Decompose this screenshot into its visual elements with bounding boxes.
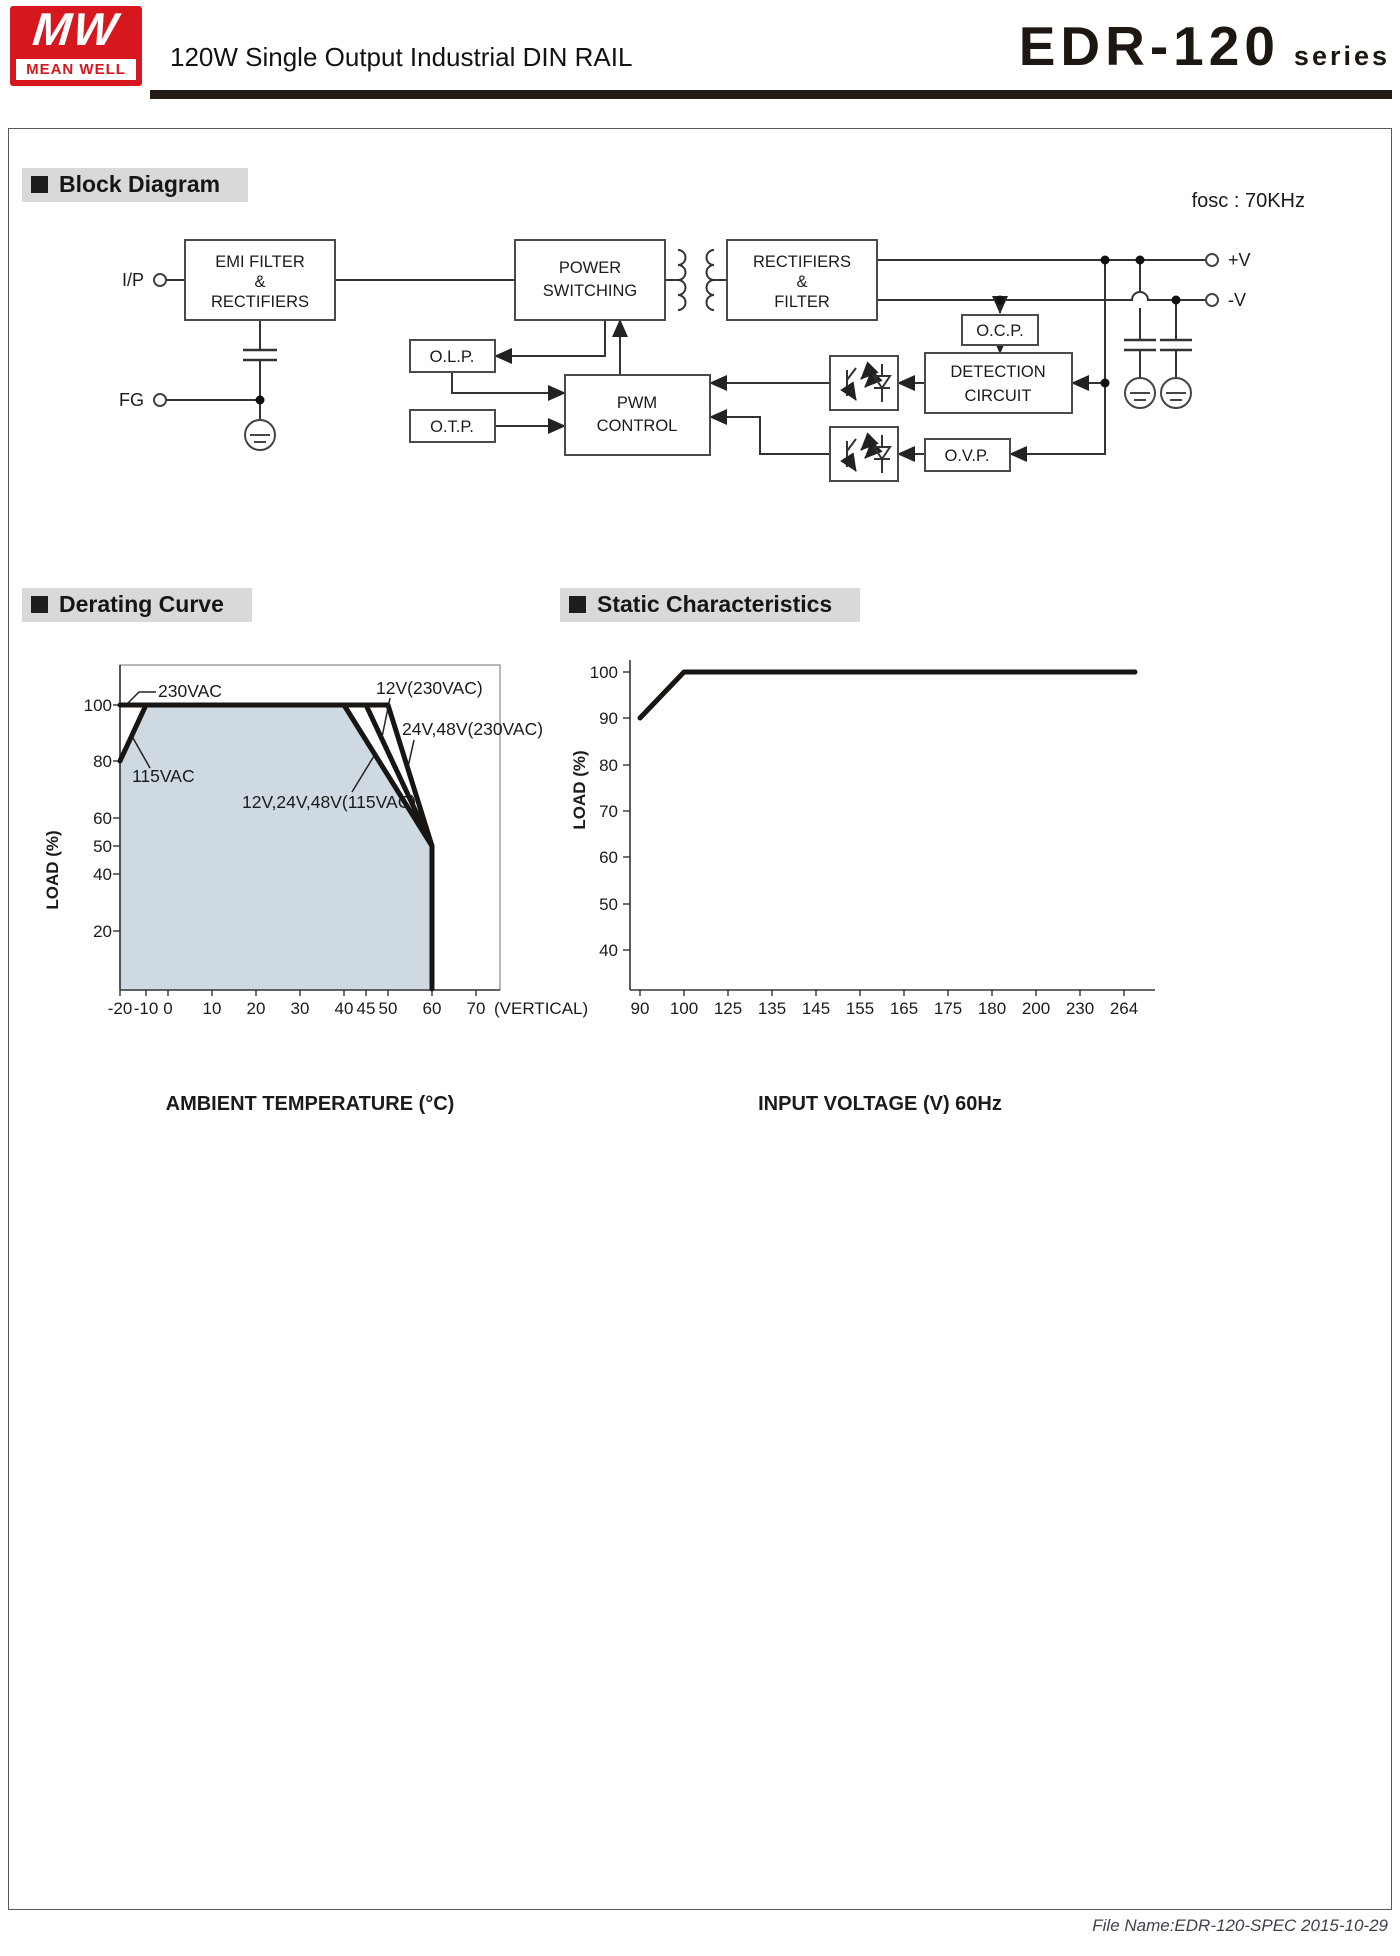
y-axis-title: LOAD (%): [570, 750, 589, 830]
ground-icon: [245, 420, 275, 450]
ovp-label: O.V.P.: [944, 447, 990, 465]
ground-icon: [1125, 378, 1155, 408]
heading-text: Derating Curve: [59, 591, 224, 617]
heading-square-icon: [31, 596, 48, 613]
ocp-label: O.C.P.: [976, 322, 1024, 340]
ip-label: I/P: [121, 270, 144, 290]
fg-label: FG: [119, 390, 144, 410]
rect-label-1: RECTIFIERS: [752, 253, 852, 271]
y-tick-label: 60: [93, 809, 112, 828]
emi-label-2: &: [254, 273, 266, 291]
static-load-curve: [640, 672, 1135, 718]
detection-label-2: CIRCUIT: [964, 387, 1032, 405]
x-tick-label: 135: [757, 999, 787, 1018]
x-tick-label: 30: [290, 999, 310, 1018]
v-minus-terminal: [1206, 294, 1218, 306]
section-heading-static: [560, 588, 860, 622]
rect-label-2: &: [796, 273, 808, 291]
pwm-control-box: [565, 375, 710, 455]
otp-label: O.T.P.: [430, 418, 474, 436]
heading-text: Block Diagram: [59, 171, 221, 197]
x-tick-label: -10: [133, 999, 159, 1018]
static-characteristics-chart: [560, 640, 1220, 1160]
x-tick-label: 165: [889, 999, 919, 1018]
detection-label-1: DETECTION: [950, 363, 1046, 381]
y-tick-label: 50: [599, 895, 618, 914]
fosc-label: fosc : 70KHz: [1191, 190, 1305, 212]
optocoupler2-box: [830, 427, 898, 481]
x-tick-label: 145: [801, 999, 831, 1018]
x-tick-label: 70: [466, 999, 486, 1018]
x-tick-label: 200: [1021, 999, 1051, 1018]
x-tick-label: 50: [378, 999, 398, 1018]
x-axis-title: INPUT VOLTAGE (V) 60Hz: [758, 1093, 1002, 1115]
y-tick-label: 100: [589, 663, 618, 682]
power-switching-box: [515, 240, 665, 320]
annotation-230vac: 230VAC: [158, 681, 222, 701]
y-tick-label: 80: [93, 752, 112, 771]
x-tick-label: 90: [630, 999, 650, 1018]
rect-label-3: FILTER: [774, 293, 830, 311]
ground-icon: [1161, 378, 1191, 408]
x-tick-label: 40: [334, 999, 354, 1018]
x-tick-label: 180: [977, 999, 1007, 1018]
block-boxes: [185, 240, 1072, 481]
x-axis-title: AMBIENT TEMPERATURE (°C): [165, 1093, 455, 1115]
x-tick-label: 230: [1065, 999, 1095, 1018]
x-tick-label: -20: [107, 999, 133, 1018]
x-tick-label: 60: [422, 999, 442, 1018]
y-tick-label: 100: [83, 696, 112, 715]
heading-square-icon: [569, 596, 586, 613]
annotation-115vac-models: 12V,24V,48V(115VAC): [242, 792, 417, 812]
model-name: EDR-120: [1018, 15, 1280, 77]
x-tick-label: 0: [163, 999, 173, 1018]
x-axis-note: (VERTICAL): [494, 999, 589, 1018]
v-plus-label: +V: [1228, 250, 1251, 270]
power-label-1: POWER: [558, 259, 622, 277]
v-plus-terminal: [1206, 254, 1218, 266]
y-tick-label: 50: [93, 837, 112, 856]
logo-mw-monogram: MW: [30, 3, 122, 55]
y-tick-label: 90: [599, 709, 618, 728]
page-title: 120W Single Output Industrial DIN RAIL: [170, 42, 633, 72]
block-diagram: [20, 165, 1380, 505]
ip-terminal: [154, 274, 166, 286]
section-heading-derating: [22, 588, 252, 622]
y-tick-label: 80: [599, 756, 618, 775]
x-tick-label: 10: [202, 999, 222, 1018]
annotation-12v-230vac: 12V(230VAC): [376, 678, 483, 698]
meanwell-logo: [10, 3, 142, 86]
annotation-115vac: 115VAC: [132, 766, 195, 786]
tick-marks: [623, 672, 1124, 996]
emi-label-3: RECTIFIERS: [210, 293, 310, 311]
y-tick-label: 60: [599, 848, 618, 867]
header-rule: [150, 90, 1392, 99]
optocoupler1-box: [830, 356, 898, 410]
power-label-2: SWITCHING: [542, 282, 638, 300]
y-tick-label: 20: [93, 922, 112, 941]
x-tick-label: 155: [845, 999, 875, 1018]
axes: [630, 660, 1155, 990]
series-title: [1019, 14, 1390, 78]
x-tick-label: 100: [669, 999, 699, 1018]
y-axis-title: LOAD (%): [43, 830, 62, 910]
emi-label-1: EMI FILTER: [215, 253, 305, 271]
logo-brand-name: MEAN WELL: [26, 61, 126, 78]
x-tick-label: 175: [933, 999, 963, 1018]
x-tick-label: 45: [356, 999, 376, 1018]
fg-terminal: [154, 394, 166, 406]
y-tick-label: 70: [599, 802, 618, 821]
pwm-label-1: PWM: [616, 394, 658, 412]
logo-name-band: [14, 57, 138, 82]
transformer-icon: [678, 250, 714, 310]
y-tick-label: 40: [599, 941, 618, 960]
v-minus-label: -V: [1228, 290, 1246, 310]
olp-label: O.L.P.: [429, 348, 475, 366]
heading-text: Static Characteristics: [597, 591, 833, 617]
x-tick-label: 125: [713, 999, 743, 1018]
x-tick-label: 264: [1109, 999, 1139, 1018]
series-label: series: [1293, 41, 1390, 71]
footer-file-note: File Name:EDR-120-SPEC 2015-10-29: [1092, 1916, 1388, 1935]
pwm-label-2: CONTROL: [596, 417, 678, 435]
y-tick-label: 40: [93, 865, 112, 884]
x-tick-label: 20: [246, 999, 266, 1018]
annotation-24v48v-230vac: 24V,48V(230VAC): [402, 719, 544, 739]
